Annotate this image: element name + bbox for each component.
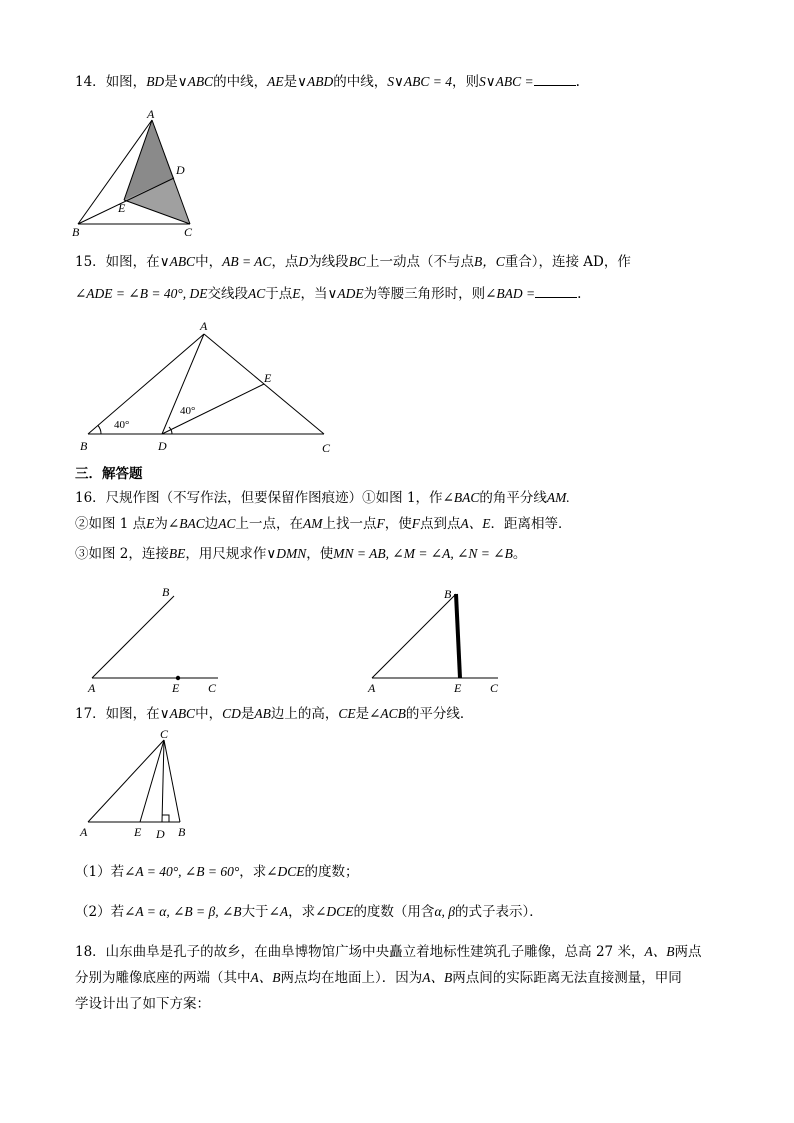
fig14-label: D — [176, 163, 185, 177]
fig16a-label: B — [162, 585, 170, 599]
fig16a-label: E — [172, 681, 180, 695]
fig14-label: E — [118, 201, 126, 215]
fig17-label: A — [80, 825, 88, 839]
angle-label: 40° — [114, 419, 130, 431]
q17-part2: （2）若∠A = α, ∠B = β, ∠B大于∠A，求∠DCE的度数（用含α, β的式子表示）． — [75, 904, 543, 920]
fig14-label: A — [147, 108, 155, 121]
q18-line3: 学设计出了如下方案： — [75, 996, 210, 1012]
figure-16-1 — [80, 580, 230, 696]
q17-part1: （1）若∠A = 40°, ∠B = 60°，求∠DCE的度数； — [75, 864, 359, 880]
fig17-label: B — [178, 825, 186, 839]
fig15-label: A — [200, 319, 208, 333]
fig14-label: B — [72, 225, 80, 239]
fig16b-label: C — [490, 681, 499, 695]
fig16b-label: A — [368, 681, 376, 695]
fig17-label: D — [156, 827, 165, 841]
figure-17 — [74, 726, 204, 842]
figure-15 — [72, 318, 342, 456]
angle-label: 40° — [180, 405, 196, 417]
figure-14 — [68, 108, 208, 240]
fig17-label: C — [160, 727, 169, 741]
fig16a-label: C — [208, 681, 217, 695]
fig16b-label: B — [444, 587, 452, 601]
fig15-label: E — [264, 371, 272, 385]
q16-line2: ②如图 1 点E为∠BAC边AC上一点，在AM上找一点F，使F点到点A、E．距离相等． — [75, 516, 572, 532]
q14-line: 14．如图，BD是∨ABC的中线，AE是∨ABD的中线，S∨ABC = 4，则S∨ABC = . — [75, 74, 580, 90]
fig16a-label: A — [88, 681, 96, 695]
answer-blank[interactable] — [534, 73, 576, 86]
q15-line2: ∠ADE = ∠B = 40°, DE交线段AC于点E，当∨ADE为等腰三角形时，则∠BAD = . — [75, 286, 582, 302]
q16-line3: ③如图 2，连接BE，用尺规求作∨DMN，使MN = AB, ∠M = ∠A, ∠N = ∠B。 — [75, 546, 527, 562]
fig17-label: E — [134, 825, 142, 839]
q17-line1: 17．如图，在∨ABC中，CD是AB边上的高，CE是∠ACB的平分线． — [75, 706, 474, 722]
fig14-label: C — [184, 225, 193, 239]
fig15-label: D — [158, 439, 167, 453]
q16-line1: 16．尺规作图（不写作法，但要保留作图痕迹）①如图 1，作∠BAC的角平分线AM. — [75, 490, 570, 506]
fig15-label: C — [322, 441, 331, 455]
fig16b-label: E — [454, 681, 462, 695]
fig15-label: B — [80, 439, 88, 453]
q18-line2: 分别为雕像底座的两端（其中A、B两点均在地面上）．因为A、B两点间的实际距离无法直接测量，甲同 — [75, 970, 682, 986]
q15-line1: 15．如图，在∨ABC中，AB = AC，点D为线段BC上一动点（不与点B，C重合），连接 AD，作 — [75, 254, 631, 270]
section-title: 三．解答题 — [75, 466, 143, 482]
answer-blank[interactable] — [535, 285, 577, 298]
figure-16-2 — [360, 580, 510, 696]
q18-line1: 18．山东曲阜是孔子的故乡，在曲阜博物馆广场中央矗立着地标性建筑孔子雕像，总高 27 米，A、B两点 — [75, 944, 702, 960]
